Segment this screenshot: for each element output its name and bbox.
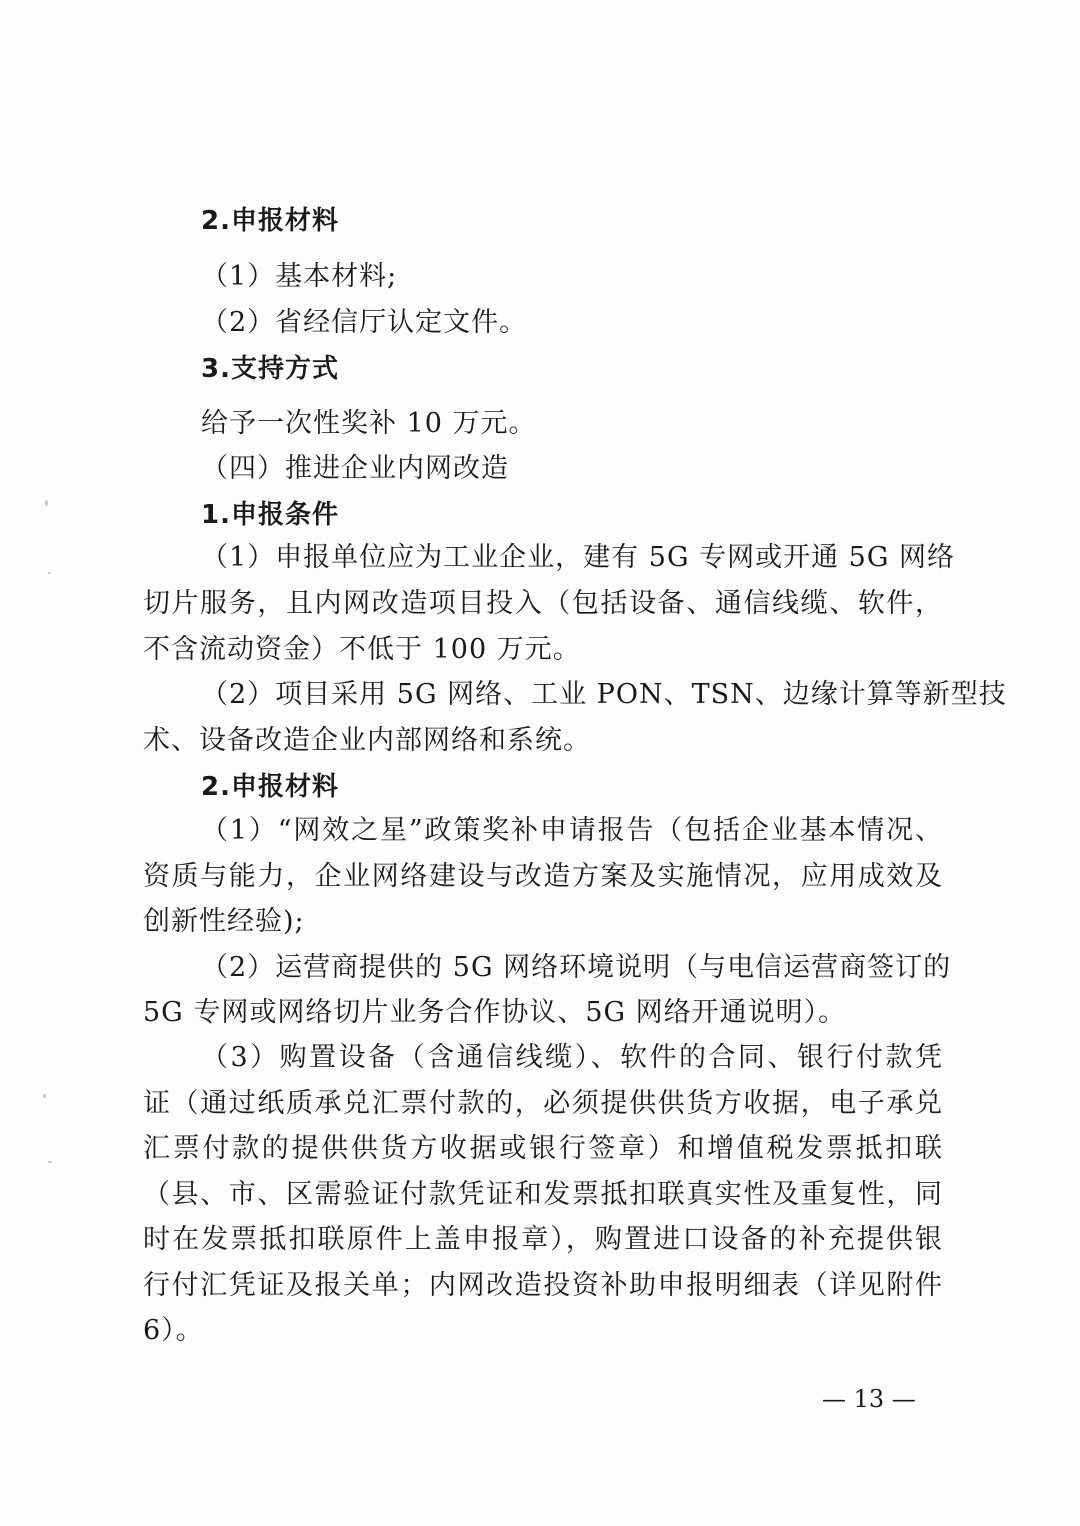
section-heading-conditions: 1.申报条件	[201, 500, 339, 530]
paragraph-line: 术、设备改造企业内部网络和系统。	[143, 725, 591, 756]
paragraph-line: 切片服务，且内网改造项目投入（包括设备、通信线缆、软件，	[143, 588, 943, 619]
paragraph-line: （1）“网效之星”政策奖补申请报告（包括企业基本情况、	[201, 815, 943, 846]
scan-speck	[48, 1161, 52, 1163]
paragraph-line: （1）申报单位应为工业企业，建有 5G 专网或开通 5G 网络	[201, 542, 956, 573]
page-number: — 13 —	[822, 1385, 916, 1413]
paragraph-line: 汇票付款的提供供货方收据或银行签章）和增值税发票抵扣联	[143, 1133, 943, 1164]
paragraph-line: 给予一次性奖补 10 万元。	[201, 408, 537, 439]
paragraph-line: 不含流动资金）不低于 100 万元。	[143, 634, 581, 665]
paragraph-line: （1）基本材料;	[201, 261, 398, 292]
paragraph-line: （县、市、区需验证付款凭证和发票抵扣联真实性及重复性，同	[143, 1179, 943, 1210]
paragraph-line: 资质与能力，企业网络建设与改造方案及实施情况，应用成效及	[143, 861, 943, 892]
paragraph-line: （2）项目采用 5G 网络、工业 PON、TSN、边缘计算等新型技	[201, 679, 1007, 710]
scan-speck	[45, 500, 48, 506]
paragraph-line: 创新性经验);	[143, 906, 305, 937]
paragraph-line: 证（通过纸质承兑汇票付款的，必须提供供货方收据，电子承兑	[143, 1088, 943, 1119]
paragraph-line: 6）。	[143, 1315, 204, 1346]
paragraph-line: 时在发票抵扣联原件上盖申报章），购置进口设备的补充提供银	[143, 1224, 943, 1255]
scan-speck	[43, 1094, 46, 1098]
paragraph-line: （2）省经信厅认定文件。	[201, 307, 528, 338]
section-heading-materials: 2.申报材料	[201, 206, 339, 236]
paragraph-line: （2）运营商提供的 5G 网络环境说明（与电信运营商签订的	[201, 952, 952, 983]
section-heading-support: 3.支持方式	[201, 354, 339, 384]
paragraph-line: （3）购置设备（含通信线缆）、软件的合同、银行付款凭	[201, 1042, 943, 1073]
subsection-title: （四）推进企业内网改造	[201, 453, 509, 484]
scan-speck	[48, 572, 51, 574]
section-heading-materials-2: 2.申报材料	[201, 772, 339, 802]
paragraph-line: 行付汇凭证及报关单；内网改造投资补助申报明细表（详见附件	[143, 1270, 943, 1301]
paragraph-line: 5G 专网或网络切片业务合作协议、5G 网络开通说明）。	[143, 997, 847, 1028]
